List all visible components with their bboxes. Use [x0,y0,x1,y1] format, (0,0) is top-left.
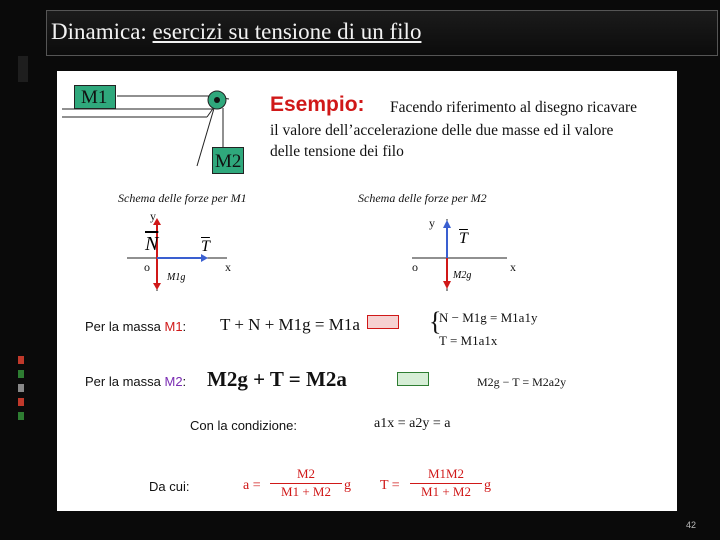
schema-m2-title: Schema delle forze per M2 [358,191,487,205]
schema-m1-y-axis: y [150,209,156,223]
schema-m1-n: $\overline{N}$ [145,233,159,255]
page-number: 42 [685,520,696,530]
eq1-implies-arrow [367,315,399,329]
schema-m2-origin: o [412,260,418,274]
schema-m2-weight: M2g [453,270,472,281]
eq2-implies-arrow [397,372,429,386]
result-t-numerator: M1M2 [427,466,465,481]
result-a-fraction [270,466,342,500]
eq1-label: Per la massa M1: [85,319,187,334]
schema-m2-t: $\overline{T}$ [459,230,468,247]
eq2-mass: M2 [164,374,183,389]
eq1-vector-equation: T + N + M1g = M1a [220,315,360,334]
side-accents [18,356,24,426]
mass-m2-label: M2 [215,151,242,172]
eq2-label-text: Per la massa [85,374,165,389]
result-label: Da cui: [149,479,190,494]
result-t-g: g [484,478,491,493]
eq1-system-row-1: N − M1g = M1a1y [439,310,538,325]
mass-m1-label: M1 [81,87,108,108]
title-bar [46,10,718,56]
eq2-vector-equation: M2g + T = M2a [207,367,347,391]
system-brace: { [429,307,442,336]
eq1-label-text: Per la massa [85,319,165,334]
eq1-mass: M1 [164,319,183,334]
problem-line-2: il valore dell’accelerazione delle due masse ed il valore [270,122,614,139]
result-t-fraction [410,466,482,500]
eq1-system-row-2: T = M1a1x [439,333,498,348]
schema-m2-x-axis: x [510,260,516,274]
schema-m2-y-axis: y [429,216,435,230]
side-decoration [18,56,28,82]
title-prefix: Dinamica: [51,19,153,44]
result-t-denominator: M1 + M2 [410,483,482,500]
mass-m1-box [74,85,116,109]
result-a-g: g [344,478,351,493]
title-underlined: esercizi su tensione di un filo [152,19,422,44]
condition-expression: a1x = a2y = a [374,416,451,431]
schema-m1-t: $\overline{T}$ [201,238,210,255]
schema-m1-origin: o [144,260,150,274]
problem-line-3: delle tensione dei filo [270,143,404,160]
schema-m1-x-axis: x [225,260,231,274]
eq2-scalar-equation: M2g − T = M2a2y [477,375,567,389]
mass-m2-box [212,147,244,174]
schema-m1-title: Schema delle forze per M1 [118,191,247,205]
eq2-label: Per la massa M2: [85,374,187,389]
result-a-lhs: a = [243,478,261,493]
result-a-numerator: M2 [296,466,316,481]
slide-content [57,71,677,511]
result-t-lhs: T = [380,478,400,493]
schema-m1-weight: M1g [167,272,186,283]
problem-line-1: Facendo riferimento al disegno ricavare [390,99,638,116]
condition-label: Con la condizione: [190,418,297,433]
slide-title [51,19,421,45]
example-heading: Esempio: [270,93,365,116]
result-a-denominator: M1 + M2 [270,483,342,500]
